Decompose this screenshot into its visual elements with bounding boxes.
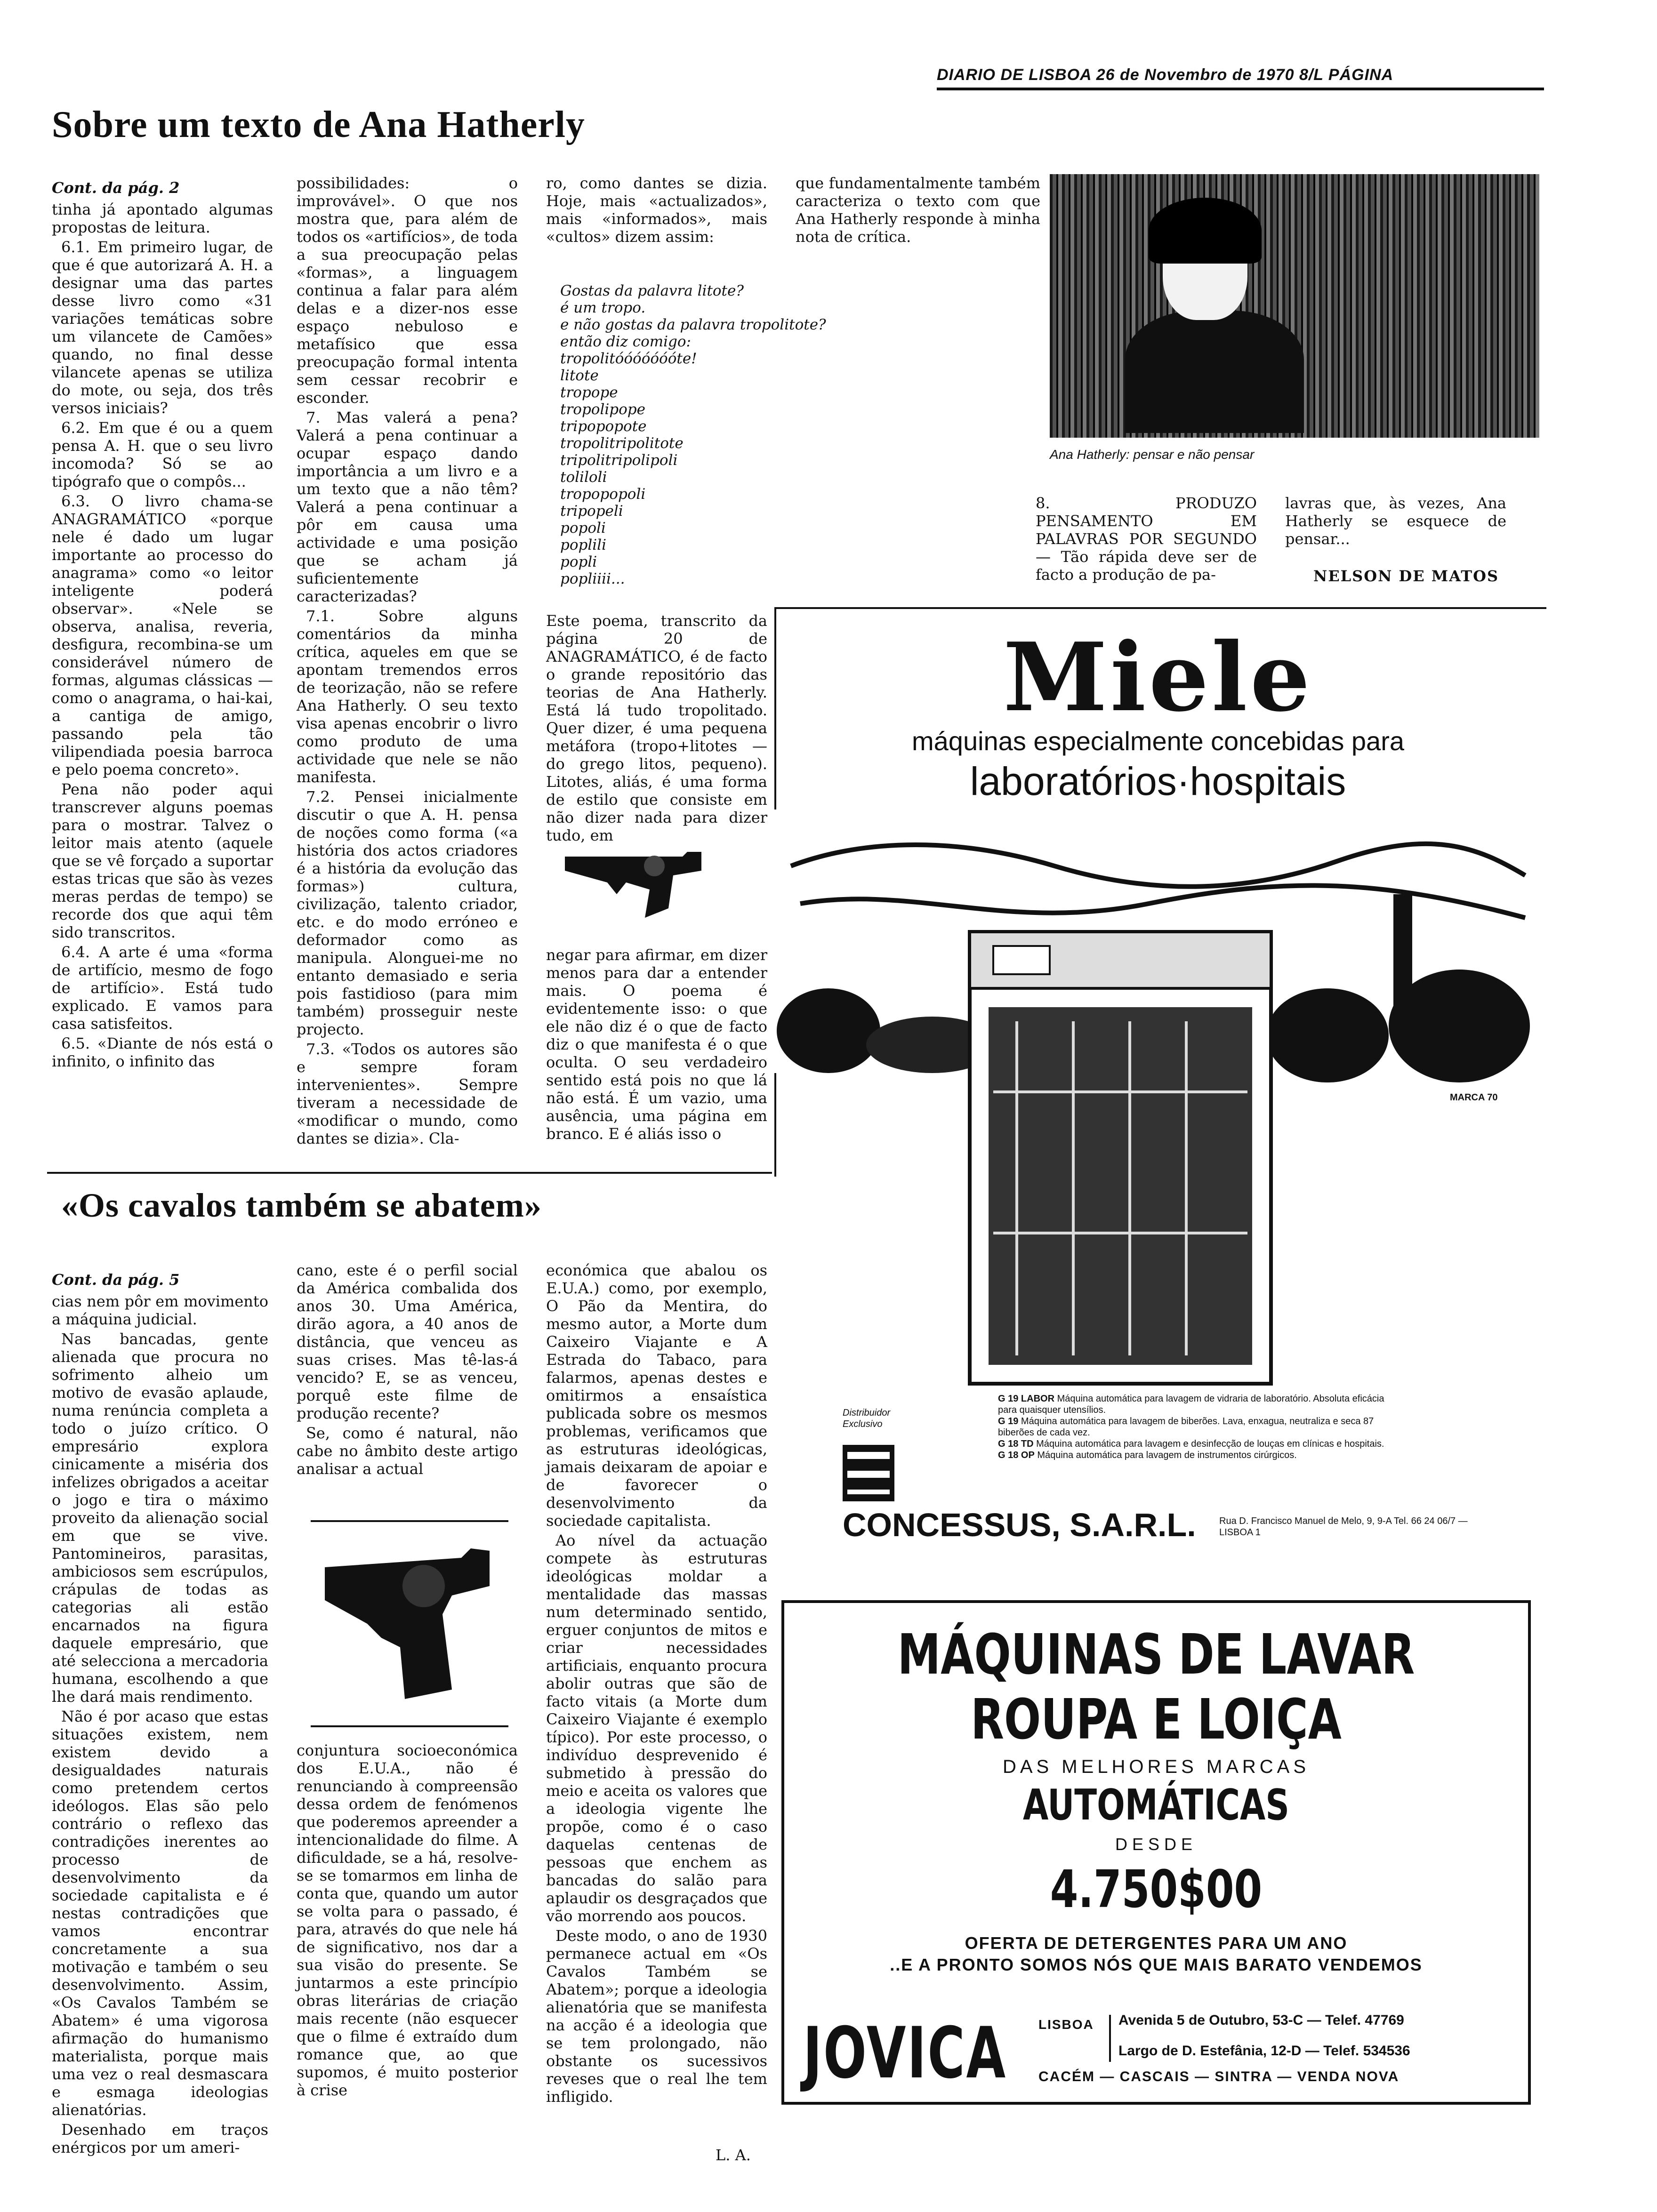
jovica-headline-2: ROUPA E LOIÇA bbox=[971, 1687, 1342, 1752]
article-divider bbox=[47, 1172, 772, 1174]
poem-line: tropolitripolitote bbox=[560, 435, 684, 452]
article2-col2-bottom bbox=[297, 1741, 518, 2101]
spec-item bbox=[998, 1393, 1393, 1416]
paragraph: económica que abalou os E.U.A.) como, por exemplo, O Pão da Mentira, do mesmo autor, a Morte dum Caixeiro Viajante e A Estrada do Tabaco, para falarmos, apenas destes e omitirmos a ensaística publicada sobre os mesmos problemas, verificamos que as estruturas ideológicas, jamais deixaram de apoiar e de favorecer o desenvolvimento da sociedade capitalista. bbox=[546, 1261, 767, 1530]
poem-line: Gostas da palavra litote? bbox=[560, 282, 744, 299]
paragraph: 6.3. O livro chama-se ANAGRAMÁTICO «porque nele é dado um lugar importante ao processo do anagrama» como «o leitor inteligente poderá observar». «Nele se observa, analisa, reveria, desfigura, recombina-se um considerável número de formas, algumas clássicas — como o anagrama, o hai-kai, a cantiga de amigo, passando pela tão vilipendiada poesia barroca e pelo poema concreto». bbox=[52, 492, 273, 778]
jovica-desde: DESDE bbox=[1115, 1835, 1198, 1854]
paragraph: 7.3. «Todos os autores são e sempre foram intervenientes». Sempre tiveram a necessidade de «modificar o mundo, como dantes se dizia». Cla- bbox=[297, 1040, 518, 1147]
jovica-ad bbox=[781, 1600, 1531, 2105]
distributor-label: Distribuidor Exclusivo bbox=[843, 1408, 891, 1429]
article2-col1 bbox=[52, 1271, 268, 2158]
paragraph: Deste modo, o ano de 1930 permanece actual em «Os Cavalos Também se Abatem»; porque a ideologia alienatória que se manifesta na acção é a ideologia que se tem prolongado, não obstante os sucessivos reveses que o real lhe tem infligido. bbox=[546, 1927, 767, 2106]
paragraph: ro, como dantes se dizia. Hoje, mais «actualizados», mais «informados», mais «cultos» dizem assim: bbox=[546, 174, 767, 246]
miele-tagline-2: laboratórios·hospitais bbox=[970, 759, 1346, 803]
poem bbox=[560, 282, 918, 587]
article1-headline: Sobre um texto de Ana Hatherly bbox=[52, 104, 585, 145]
jovica-address-bracket bbox=[1109, 2015, 1111, 2062]
continuation-note: Cont. da pág. 2 bbox=[52, 179, 180, 197]
jovica-subline: DAS MELHORES MARCAS bbox=[1002, 1756, 1310, 1777]
poem-line: litote bbox=[560, 367, 599, 384]
spec-code: G 19 bbox=[998, 1416, 1019, 1427]
continuation-note: Cont. da pág. 5 bbox=[52, 1271, 180, 1289]
poem-line: e não gostas da palavra tropolitote? bbox=[560, 316, 826, 333]
jovica-address-1: Avenida 5 de Outubro, 53-C — Telef. 47769 bbox=[1118, 2012, 1404, 2028]
paragraph: Este poema, transcrito da página 20 de ANAGRAMÁTICO, é de facto o grande repositório das teorias de Ana Hatherly. Está lá tudo tropolitado. Quer dizer, é uma pequena metáfora (tropo+litotes — do grego litos, pequeno). Litotes, aliás, é uma forma de estilo que consiste em não dizer nada para dizer tudo, em bbox=[546, 612, 767, 844]
marca-label: MARCA 70 bbox=[1450, 1092, 1498, 1103]
article1-col4-top bbox=[796, 174, 1040, 248]
concessus-name: CONCESSUS, S.A.R.L. bbox=[843, 1507, 1196, 1543]
spec-text: Máquina automática para lavagem de instrumentos cirúrgicos. bbox=[1037, 1450, 1297, 1460]
paragraph: tinha já apontado algumas propostas de leitura. bbox=[52, 200, 273, 236]
paragraph: 7.2. Pensei inicialmente discutir o que A. H. pensa de noções como forma («a história dos actos criadores é a história da evolução das formas») cultura, civilização, talento criador, etc. e do modo erróneo e deformador como as manipula. Alonguei-me no entanto demasiado e seria pois fastidioso (para mim também) prosseguir neste projecto. bbox=[297, 788, 518, 1038]
masthead-rule bbox=[937, 88, 1544, 90]
paragraph: 8. PRODUZO PENSAMENTO EM PALAVRAS POR SEGUNDO — Tão rápida deve ser de facto a produção de pa- bbox=[1036, 494, 1257, 584]
jovica-automaticas: AUTOMÁTICAS bbox=[1023, 1780, 1289, 1830]
revolver-photo bbox=[311, 1520, 508, 1727]
jovica-city: LISBOA bbox=[1038, 2017, 1094, 2032]
miele-tagline: máquinas especialmente concebidas para bbox=[912, 726, 1404, 756]
poem-line: popoli bbox=[560, 520, 606, 537]
section8-a bbox=[1036, 494, 1257, 585]
spec-code: G 18 TD bbox=[998, 1439, 1034, 1449]
paragraph: 7.1. Sobre alguns comentários da minha crítica, aqueles em que se apontam tremendos erros de teorização, não se refere Ana Hatherly. O seu texto visa apenas encobrir o livro como produto de uma actividade que nele se não manifesta. bbox=[297, 607, 518, 786]
paragraph: possibilidades: o improvável». O que nos mostra que, para além de todos os «artifícios», de toda a sua preocupação pelas «formas», a linguagem continua a falar para além delas e a dizer-nos esse espaço nebuloso e metafísico que essa preocupação formal intenta sem cessar recobrir e esconder. bbox=[297, 174, 518, 407]
spec-text: Máquina automática para lavagem e desinfecção de louças em clínicas e hospitais. bbox=[1036, 1439, 1384, 1449]
spec-item bbox=[998, 1438, 1393, 1450]
spec-text: Máquina automática para lavagem de vidraria de laboratório. Absoluta eficácia para quaisquer utensílios. bbox=[998, 1394, 1384, 1415]
concessus-address: Rua D. Francisco Manuel de Melo, 9, 9-A Tel. 66 24 06/7 — LISBOA 1 bbox=[1219, 1516, 1468, 1538]
jovica-address-2: Largo de D. Estefânia, 12-D — Telef. 534536 bbox=[1118, 2043, 1410, 2059]
paragraph: conjuntura socioeconómica dos E.U.A., não é renunciando à compreensão dessa ordem de fenómenos que poderemos apreender a intencionalidade do filme. A dificuldade, se a há, resolve-se se tomarmos em linha de conta que, quando um autor se volta para o passado, é para, através do que nele há de significativo, nos dar a sua visão do presente. Se juntarmos a este princípio obras literárias de criação mais recente (não esquecer que o filme é extraído dum romance que, ao que supomos, é muito posterior à crise bbox=[297, 1741, 518, 2099]
paragraph: 6.2. Em que é ou a quem pensa A. H. que o seu livro incomoda? Só se ao tipógrafo que o compôs... bbox=[52, 419, 273, 490]
poem-line: tropope bbox=[560, 384, 618, 401]
miele-ad bbox=[772, 612, 1544, 1544]
paragraph: Desenhado em traços enérgicos por um ameri- bbox=[52, 2121, 268, 2156]
paragraph: Não é por acaso que estas situações existem, nem existem devido a desigualdades naturais como pretendem certos ideólogos. Elas são pelo contrário o reflexo das contradições inerentes ao processo de desenvolvimento da sociedade capitalista e é nestas contradições que vamos encontrar concretamente a sua motivação e também o seu desenvolvimento. Assim, «Os Cavalos Também se Abatem» é uma vigorosa afirmação do humanismo materialista, porque mais uma vez o real desmascara e esmaga ideologias alienatórias. bbox=[52, 1707, 268, 2119]
paragraph: 7. Mas valerá a pena? Valerá a pena continuar a ocupar espaço dando importância a um livro e a um texto que a não têm? Valerá a pena continuar a pôr em causa uma actividade e uma posição que se acham já suficientemente caracterizadas? bbox=[297, 409, 518, 605]
article1-col3-top bbox=[546, 174, 767, 248]
article2-signature: L. A. bbox=[716, 2146, 751, 2164]
poem-line: poplili bbox=[560, 537, 607, 553]
article2-col2-top bbox=[297, 1261, 518, 1480]
spec-code: G 19 LABOR bbox=[998, 1394, 1055, 1404]
paragraph: cias nem pôr em movimento a máquina judicial. bbox=[52, 1292, 268, 1328]
article1-signature: NELSON DE MATOS bbox=[1313, 567, 1499, 585]
poem-line: é um tropo. bbox=[560, 299, 646, 316]
article2-headline: «Os cavalos também se abatem» bbox=[61, 1186, 542, 1224]
poem-line: tripopopote bbox=[560, 418, 647, 435]
paragraph: 6.5. «Diante de nós está o infinito, o infinito das bbox=[52, 1034, 273, 1070]
paragraph: lavras que, às vezes, Ana Hatherly se esquece de pensar... bbox=[1285, 494, 1506, 548]
article1-col3-bottom-2 bbox=[546, 946, 767, 1145]
author-photo bbox=[1050, 174, 1539, 438]
poem-line: tripolitripolipoli bbox=[560, 452, 678, 469]
miele-logo: Miele bbox=[1003, 622, 1313, 733]
photo-caption: Ana Hatherly: pensar e não pensar bbox=[1050, 447, 1255, 462]
poem-line: tripopeli bbox=[560, 503, 623, 520]
revolver-illustration bbox=[560, 838, 748, 932]
spec-text: Máquina automática para lavagem de biberões. Lava, enxagua, neutraliza e seca 87 biberões de cada vez. bbox=[998, 1416, 1374, 1438]
poem-line: tropolitóóóóóóóte! bbox=[560, 350, 697, 367]
poem-line: popli bbox=[560, 553, 597, 570]
section8-b bbox=[1285, 494, 1506, 550]
paragraph: cano, este é o perfil social da América combalida dos anos 30. Uma América, dirão agora, a 40 anos de distância, que venceu as suas crises. Mas tê-las-á vencido? E, se as venceu, porquê este filme de produção recente? bbox=[297, 1261, 518, 1422]
jovica-logo: JOVICA bbox=[803, 2012, 1007, 2094]
spec-item bbox=[998, 1416, 1393, 1438]
paragraph: Nas bancadas, gente alienada que procura no sofrimento alheio um motivo de evasão aplaude, numa renúncia completa a todo o juízo crítico. O empresário explora cinicamente a miséria dos infelizes obrigados a aceitar o jogo e tira o máximo proveito da alienação social em que se vive. Pantomineiros, parasitas, ambiciosos sem escrúpulos, crápulas de todas as categorias ali estão encarnados na figura daquele empresário, que até selecciona a mercadoria humana, escolhendo a que lhe dará mais rendimento. bbox=[52, 1330, 268, 1706]
article1-col2 bbox=[297, 174, 518, 1149]
poem-line: tropopopoli bbox=[560, 486, 646, 503]
poem-line: tropolipope bbox=[560, 401, 645, 418]
spec-item bbox=[998, 1450, 1393, 1461]
paragraph: 6.4. A arte é uma «forma de artifício, mesmo de fogo de artifício». Está tudo explicado. E vamos para casa satisfeitos. bbox=[52, 943, 273, 1033]
paragraph: Pena não poder aqui transcrever alguns poemas para o mostrar. Talvez o leitor mais atento (aquele que se vê forçado a suportar estas tricas que são às vezes meras perdas de tempo) se recorde dos que aqui têm sido transcritos. bbox=[52, 780, 273, 941]
revolver-icon bbox=[311, 1530, 508, 1727]
ad-top-rule bbox=[774, 607, 1546, 609]
jovica-offer-1: OFERTA DE DETERGENTES PARA UM ANO bbox=[965, 1933, 1348, 1953]
concessus-logo bbox=[843, 1445, 894, 1501]
jovica-price: 4.750$00 bbox=[1050, 1859, 1263, 1919]
spec-list bbox=[998, 1393, 1393, 1461]
poem-line: popliiii... bbox=[560, 570, 625, 587]
article1-col1 bbox=[52, 179, 273, 1072]
jovica-headline-1: MÁQUINAS DE LAVAR bbox=[897, 1622, 1415, 1687]
spec-code: G 18 OP bbox=[998, 1450, 1035, 1460]
paragraph: Se, como é natural, não cabe no âmbito deste artigo analisar a actual bbox=[297, 1424, 518, 1478]
article2-col3 bbox=[546, 1261, 767, 2108]
paragraph: Ao nível da actuação compete às estruturas ideológicas moldar a mentalidade das massas num determinado sentido, erguer conjuntos de mitos e criar necessidades artificiais, enquanto procura abolir outras que são de facto vitais (a Morte dum Caixeiro Viajante é exemplo típico). Por este processo, o indivíduo desprevenido é submetido à pressão do meio e aceita os valores que a ideologia vigente lhe propõe, como é o caso daquelas centenas de pessoas que enchem as bancadas do salão para aplaudir os desgraçados que vão morrendo aos poucos. bbox=[546, 1531, 767, 1925]
poem-line: então diz comigo: bbox=[560, 333, 692, 350]
jovica-offer-2: ..E A PRONTO SOMOS NÓS QUE MAIS BARATO VENDEMOS bbox=[890, 1955, 1423, 1974]
jovica-branches: CACÉM — CASCAIS — SINTRA — VENDA NOVA bbox=[1038, 2069, 1400, 2084]
article1-col3-bottom bbox=[546, 612, 767, 846]
poem-line: toliloli bbox=[560, 469, 607, 486]
laboratory-illustration bbox=[772, 809, 1544, 1412]
masthead: DIARIO DE LISBOA 26 de Novembro de 1970 8/L PÁGINA bbox=[937, 66, 1394, 84]
paragraph: que fundamentalmente também caracteriza o texto com que Ana Hatherly responde à minha nota de crítica. bbox=[796, 174, 1040, 246]
paragraph: negar para afirmar, em dizer menos para dar a entender mais. O poema é evidentemente isso: o que ele não diz é o que de facto diz o que manifesta é o que oculta. O seu verdadeiro sentido está pois no que lá não está. É um vazio, uma ausência, uma página em branco. E é aliás isso o bbox=[546, 946, 767, 1143]
paragraph: 6.1. Em primeiro lugar, de que é que autorizará A. H. a designar uma das partes desse livro como «31 variações temáticas sobre um vilancete de Camões» quando, no final desse vilancete apenas se utiliza do mote, ou seja, dos três versos iniciais? bbox=[52, 238, 273, 417]
